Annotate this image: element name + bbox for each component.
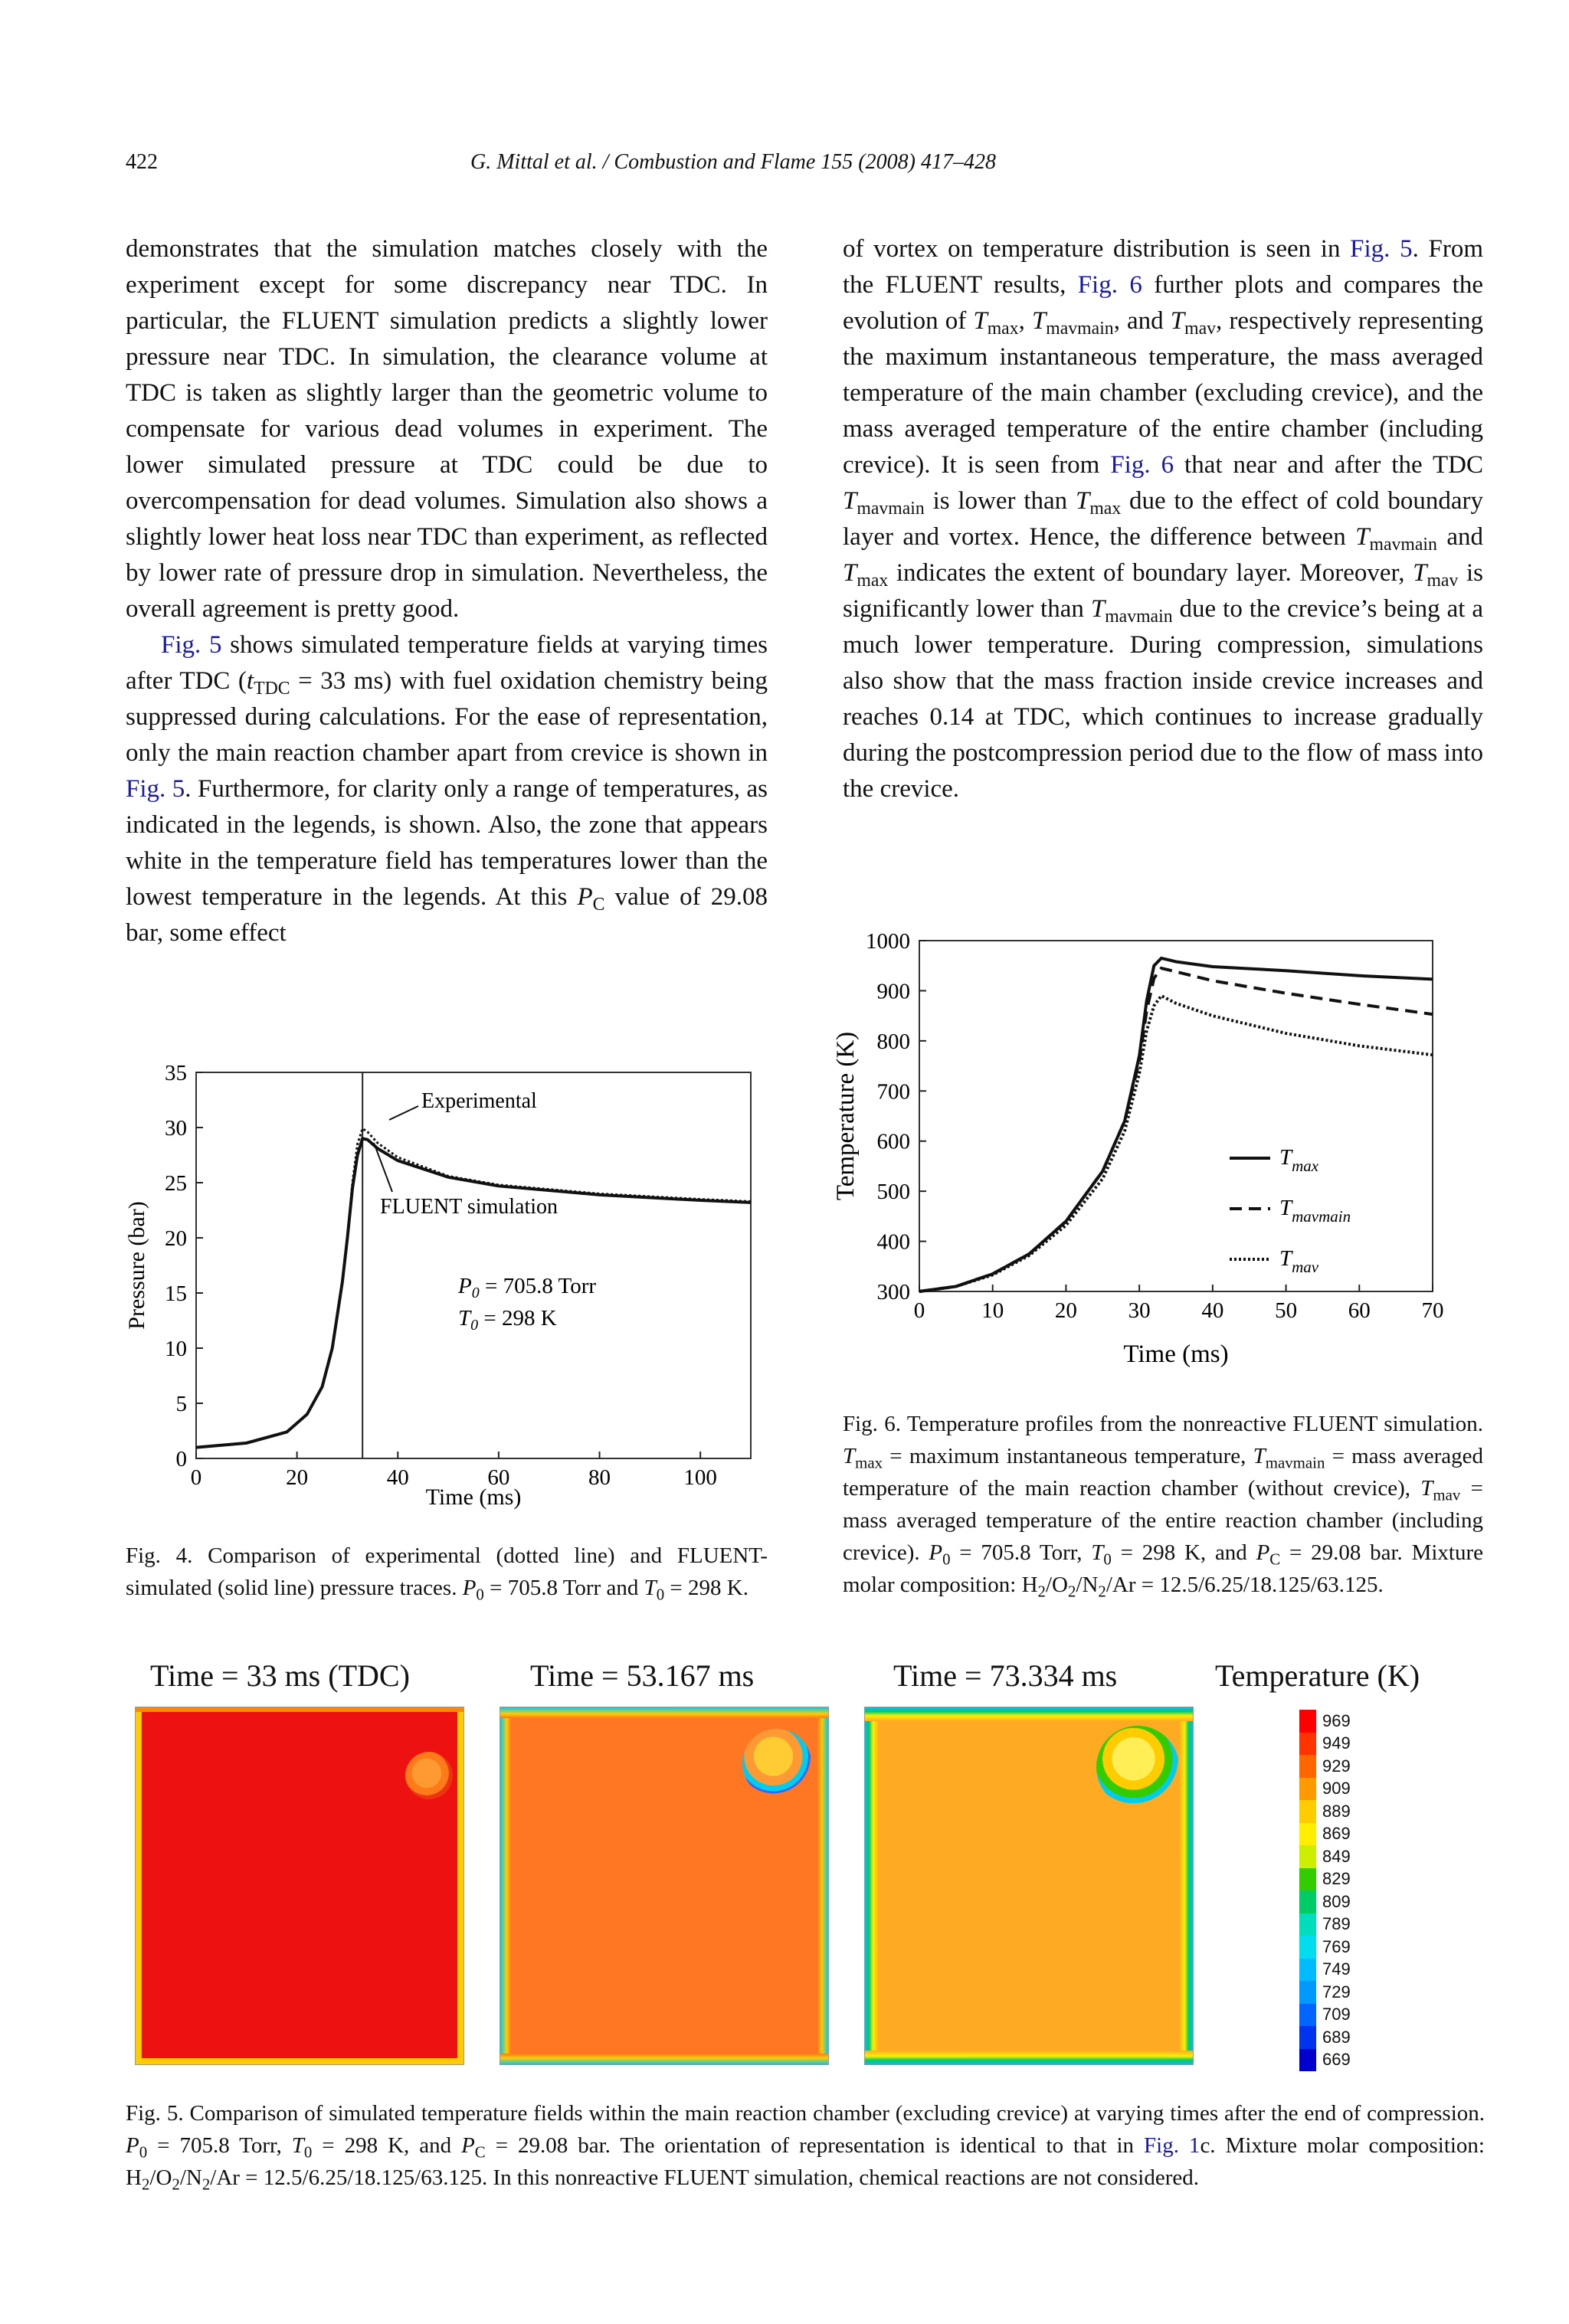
y-tick-label: 900 bbox=[876, 979, 910, 1004]
y-tick-label: 5 bbox=[175, 1392, 187, 1416]
x-tick-label: 0 bbox=[190, 1465, 202, 1490]
legend-label: $T_{mavmain}$ bbox=[1279, 1196, 1351, 1226]
fig4-x-label: Time (ms) bbox=[425, 1484, 522, 1510]
legend-color-swatch bbox=[1299, 2004, 1316, 2027]
legend-entry bbox=[1299, 2049, 1351, 2072]
vortex bbox=[742, 1729, 811, 1798]
vortex bbox=[405, 1752, 453, 1799]
x-tick-label: 20 bbox=[1054, 1298, 1077, 1323]
boundary-layer bbox=[457, 1707, 463, 2064]
legend-entry bbox=[1299, 1800, 1351, 1823]
y-tick-label: 30 bbox=[165, 1116, 187, 1141]
legend-value: 709 bbox=[1322, 2005, 1351, 2024]
legend-color-swatch bbox=[1299, 1823, 1316, 1846]
y-tick-label: 0 bbox=[175, 1447, 187, 1471]
page-number: 422 bbox=[126, 150, 158, 174]
y-tick-label: 300 bbox=[876, 1280, 910, 1304]
legend-color-swatch bbox=[1299, 1710, 1316, 1733]
vortex bbox=[1096, 1726, 1179, 1808]
fig6-plot-area bbox=[919, 941, 1433, 1291]
legend-value: 909 bbox=[1322, 1779, 1351, 1799]
boundary-layer bbox=[136, 2058, 463, 2064]
y-tick-label: 25 bbox=[165, 1171, 187, 1196]
temperature-field-tdc bbox=[135, 1707, 464, 2065]
legend-entry bbox=[1299, 1733, 1351, 1756]
x-tick-label: 70 bbox=[1421, 1298, 1444, 1323]
legend-value: 689 bbox=[1322, 2027, 1351, 2047]
legend-value: 729 bbox=[1322, 1982, 1351, 2002]
fig4-y-label: Pressure (bar) bbox=[124, 1201, 149, 1330]
paragraph: of vortex on temperature distribution is seen in Fig. 5. From the FLUENT results, Fig. 6 further plots and compares the evolution of $T_{max}$, $T_{mavmain}$, and $T_{mav}$, respectively representing the maximum instantaneous temperature, the mass averaged temperature of the main chamber (excluding crevice), and the mass averaged temperature of the entire chamber (including crevice). It is seen from Fig. 6 that near and after the TDC $T_{mavmain}$ is lower than $T_{max}$ due to the effect of cold boundary layer and vortex. Hence, the difference between $T_{mavmain}$ and $T_{max}$ indicates the extent of boundary layer. Moreover, $T_{mav}$ is significantly lower than $T_{mavmain}$ due to the crevice’s being at a much lower temperature. During compression, simulations also show that the mass fraction inside crevice increases and reaches 0.14 at TDC, which continues to increase gradually during the postcompression period due to the flow of mass into the crevice. bbox=[843, 235, 1484, 803]
boundary-layer bbox=[136, 1707, 463, 1712]
fig4-annotation-t0: $T_0 = 298$ K bbox=[458, 1306, 557, 1334]
legend-value: 949 bbox=[1322, 1733, 1351, 1753]
legend-value: 829 bbox=[1322, 1869, 1351, 1889]
legend-value: 929 bbox=[1322, 1756, 1351, 1776]
legend-color-swatch bbox=[1299, 1936, 1316, 1959]
x-tick-label: 60 bbox=[1348, 1298, 1371, 1323]
x-tick-label: 40 bbox=[1201, 1298, 1224, 1323]
legend-color-swatch bbox=[1299, 1959, 1316, 1982]
legend-entry bbox=[1299, 1710, 1351, 1733]
boundary-layer bbox=[500, 1707, 828, 1718]
legend-color-swatch bbox=[1299, 1845, 1316, 1868]
fig4-arrow-experimental bbox=[389, 1106, 418, 1120]
x-tick-label: 0 bbox=[913, 1298, 925, 1323]
legend-value: 869 bbox=[1322, 1824, 1351, 1844]
legend-color-swatch bbox=[1299, 1868, 1316, 1891]
left-column bbox=[126, 231, 768, 951]
figure-link[interactable]: Fig. 5 bbox=[1350, 235, 1413, 263]
series-line-Tmav bbox=[919, 996, 1433, 1291]
y-tick-label: 500 bbox=[876, 1180, 910, 1205]
x-tick-label: 60 bbox=[487, 1465, 510, 1490]
fig5-panel-title-2: Time = 53.167 ms bbox=[530, 1658, 755, 1693]
y-tick-label: 35 bbox=[165, 1061, 187, 1085]
boundary-layer bbox=[500, 2054, 828, 2064]
legend-value: 749 bbox=[1322, 1959, 1351, 1979]
x-tick-label: 100 bbox=[683, 1465, 717, 1490]
x-tick-label: 50 bbox=[1275, 1298, 1298, 1323]
y-tick-label: 800 bbox=[876, 1029, 910, 1054]
x-tick-label: 20 bbox=[286, 1465, 309, 1490]
fig6-y-label: Temperature (K) bbox=[832, 1031, 860, 1201]
fig5-panel-title-1: Time = 33 ms (TDC) bbox=[150, 1658, 410, 1693]
figure-link[interactable]: Fig. 6 bbox=[1110, 451, 1174, 479]
legend-color-swatch bbox=[1299, 1913, 1316, 1936]
y-tick-label: 10 bbox=[165, 1337, 187, 1361]
legend-entry bbox=[1299, 1778, 1351, 1801]
legend-entry bbox=[1299, 1845, 1351, 1868]
paragraph: Fig. 5 shows simulated temperature fields at varying times after TDC ($t_{TDC} = 33$ ms) with fuel oxidation chemistry being suppressed during calculations. For the ease of representation, only the main reaction chamber apart from crevice is shown in Fig. 5. Furthermore, for clarity only a range of temperatures, as indicated in the legends, is shown. Also, the zone that appears white in the temperature field has temperatures lower than the lowest temperature in the legends. At this $P_C$ value of 29.08 bar, some effect bbox=[126, 631, 768, 947]
right-column bbox=[843, 231, 1483, 807]
legend-entry bbox=[1299, 1981, 1351, 2004]
legend-value: 809 bbox=[1322, 1891, 1351, 1911]
legend-label: $T_{mav}$ bbox=[1279, 1246, 1319, 1276]
legend-value: 849 bbox=[1322, 1846, 1351, 1866]
legend-entry bbox=[1299, 1890, 1351, 1913]
y-tick-label: 1000 bbox=[866, 929, 910, 954]
fig4-annotation-experimental: Experimental bbox=[421, 1089, 537, 1113]
legend-entry bbox=[1299, 1868, 1351, 1891]
y-tick-label: 20 bbox=[165, 1226, 187, 1251]
fig5-legend-title: Temperature (K) bbox=[1215, 1658, 1420, 1693]
legend-value: 789 bbox=[1322, 1914, 1351, 1934]
figure-link[interactable]: Fig. 5 bbox=[161, 631, 222, 659]
legend-entry bbox=[1299, 1755, 1351, 1778]
boundary-layer bbox=[865, 1707, 1193, 1721]
fig5-caption: Fig. 5. Comparison of simulated temperature fields within the main reaction chamber (excluding crevice) at varying times after the end of compression. $P_0 = 705.8$ Torr, $T_0 = 298$ K, and $P_C = 29.08$ bar. The orientation of representation is identical to that in Fig. 1c. Mixture molar composition: $H_2/O_2/N_2/Ar = 12.5/6.25/18.125/63.125$. In this nonreactive FLUENT simulation, chemical reactions are not considered. bbox=[126, 2101, 1485, 2194]
x-tick-label: 30 bbox=[1128, 1298, 1151, 1323]
fig6-legend bbox=[1230, 1145, 1351, 1276]
fig4-chart bbox=[115, 1049, 774, 1524]
series-line-Tmax bbox=[919, 958, 1433, 1291]
legend-color-swatch bbox=[1299, 1981, 1316, 2004]
fig4-annotation-p0: $P_0 = 705.8$ Torr bbox=[458, 1274, 597, 1301]
fig5-legend bbox=[1299, 1710, 1407, 2077]
fig6-chart bbox=[820, 919, 1494, 1394]
series-line-Tmavmain bbox=[919, 968, 1433, 1291]
legend-entry bbox=[1299, 2004, 1351, 2027]
legend-color-swatch bbox=[1299, 2026, 1316, 2049]
figure-link[interactable]: Fig. 1 bbox=[1144, 2133, 1200, 2158]
legend-entry bbox=[1299, 1823, 1351, 1846]
fig5-panel-title-3: Time = 73.334 ms bbox=[893, 1658, 1118, 1693]
boundary-layer bbox=[817, 1707, 828, 2064]
legend-entry bbox=[1299, 1936, 1351, 1959]
legend-value: 889 bbox=[1322, 1801, 1351, 1821]
figure-link[interactable]: Fig. 5 bbox=[126, 775, 185, 803]
legend-entry bbox=[1299, 2026, 1351, 2049]
legend-color-swatch bbox=[1299, 1778, 1316, 1801]
fig6-x-label: Time (ms) bbox=[1123, 1340, 1229, 1368]
y-tick-label: 400 bbox=[876, 1229, 910, 1255]
fig6-caption: Fig. 6. Temperature profiles from the nonreactive FLUENT simulation. $T_{max}$ = maximum instantaneous temperature, $T_{mavmain}$ = mass averaged temperature of the main reaction chamber (without crevice), $T_{mav}$ = mass averaged temperature of the entire reaction chamber (including crevice). $P_0 = 705.8$ Torr, $T_0 = 298$ K, and $P_C = 29.08$ bar. Mixture molar composition: $H_2/O_2/N_2/Ar = 12.5/6.25/18.125/63.125$. bbox=[843, 1412, 1483, 1601]
legend-value: 969 bbox=[1322, 1710, 1351, 1730]
x-tick-label: 40 bbox=[386, 1465, 409, 1490]
legend-color-swatch bbox=[1299, 2049, 1316, 2072]
boundary-layer bbox=[136, 1707, 142, 2064]
legend-value: 669 bbox=[1322, 2050, 1351, 2070]
temperature-field-73ms bbox=[864, 1707, 1194, 2065]
y-tick-label: 15 bbox=[165, 1281, 187, 1306]
x-tick-label: 80 bbox=[588, 1465, 611, 1490]
paragraph: demonstrates that the simulation matches closely with the experiment except for some discrepancy near TDC. In particular, the FLUENT simulation predicts a slightly lower pressure near TDC. In simulation, the clearance volume at TDC is taken as slightly larger than the geometric volume to compensate for various dead volumes in experiment. The lower simulated pressure at TDC could be due to overcompensation for dead volumes. Simulation also shows a slightly lower heat loss near TDC than experiment, as reflected by lower rate of pressure drop in simulation. Nevertheless, the overall agreement is pretty good. bbox=[126, 235, 768, 623]
boundary-layer bbox=[1179, 1707, 1193, 2064]
y-tick-label: 700 bbox=[876, 1079, 910, 1105]
legend-entry bbox=[1299, 1913, 1351, 1936]
legend-value: 769 bbox=[1322, 1936, 1351, 1956]
boundary-layer bbox=[865, 2051, 1193, 2064]
legend-color-swatch bbox=[1299, 1890, 1316, 1913]
figure-link[interactable]: Fig. 6 bbox=[1077, 271, 1142, 299]
temperature-field-53ms bbox=[500, 1707, 829, 2065]
fig4-caption: Fig. 4. Comparison of experimental (dotted line) and FLUENT-simulated (solid line) pressure traces. $P_0 = 705.8$ Torr and $T_0 = 298$ K. bbox=[126, 1543, 768, 1604]
fig4-annotation-fluent: FLUENT simulation bbox=[380, 1195, 558, 1219]
legend-color-swatch bbox=[1299, 1800, 1316, 1823]
running-title: G. Mittal et al. / Combustion and Flame 155 (2008) 417–428 bbox=[470, 150, 996, 174]
fig4-plot-area bbox=[196, 1072, 751, 1458]
legend-label: $T_{max}$ bbox=[1279, 1145, 1319, 1175]
legend-entry bbox=[1299, 1959, 1351, 1982]
legend-color-swatch bbox=[1299, 1755, 1316, 1778]
y-tick-label: 600 bbox=[876, 1129, 910, 1154]
boundary-layer bbox=[865, 1707, 879, 2064]
boundary-layer bbox=[500, 1707, 511, 2064]
legend-color-swatch bbox=[1299, 1733, 1316, 1756]
x-tick-label: 10 bbox=[981, 1298, 1004, 1323]
